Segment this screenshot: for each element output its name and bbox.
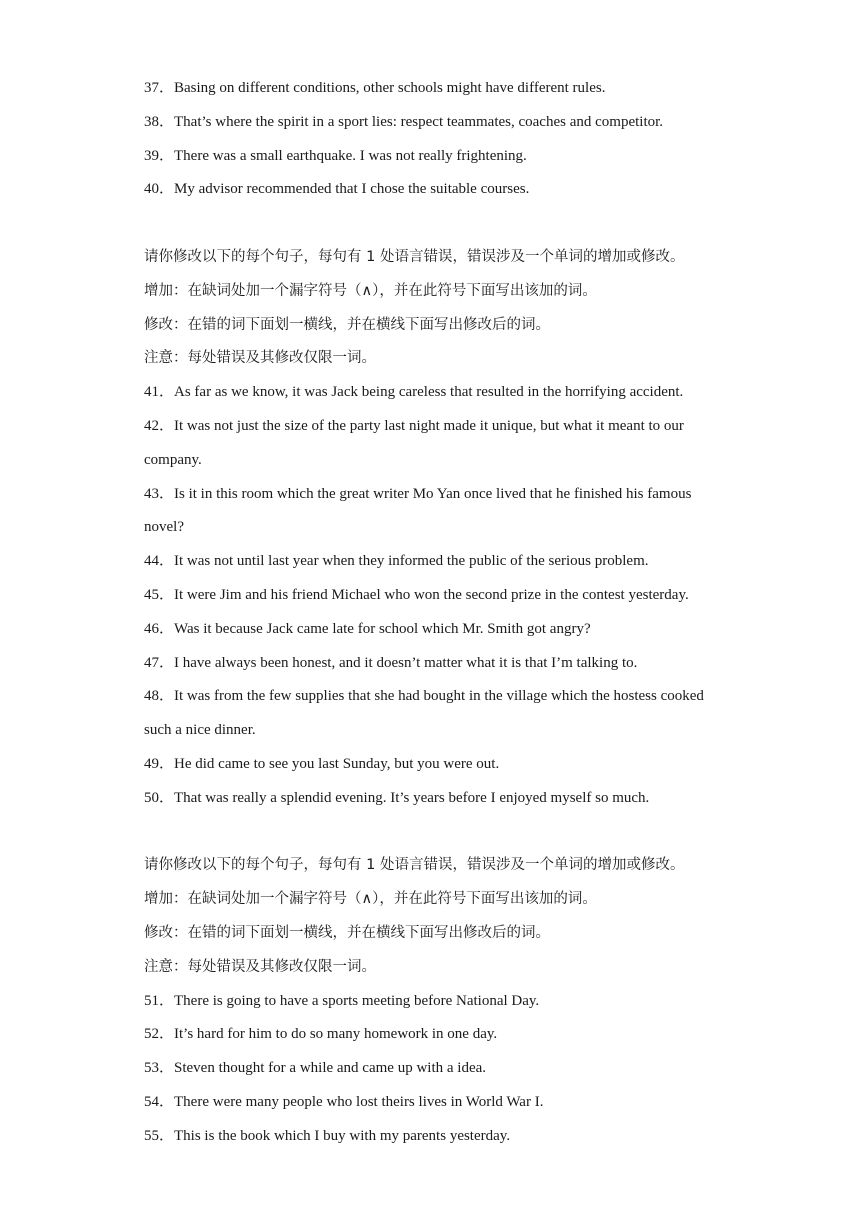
question-number: 47． [144, 654, 175, 671]
question-text: Steven thought for a while and came up with a idea. [174, 1060, 487, 1077]
question-number: 37． [144, 80, 175, 96]
question-number: 48． [144, 688, 175, 705]
instruction-line: 请你修改以下的每个句子，每句有 1 处语言错误，错误涉及一个单词的增加或修改。 [144, 248, 685, 265]
question-text: Is it in this room which the great writer Mo Yan once lived that he finished his famous [174, 485, 692, 502]
question-49 [144, 748, 724, 782]
instruction-line: 增加：在缺词处加一个漏字符号（∧），并在此符号下面写出该加的词。 [144, 282, 597, 299]
question-text: There is going to have a sports meeting before National Day. [174, 992, 540, 1009]
question-text: It was not just the size of the party last night made it unique, but what it meant to our [174, 417, 684, 434]
section-spacer [144, 816, 724, 850]
instruction-line: 修改：在错的词下面划一横线，并在横线下面写出修改后的词。 [144, 316, 550, 333]
question-number: 51． [144, 992, 175, 1009]
question-number: 42． [144, 417, 175, 434]
question-40 [144, 173, 724, 207]
question-number: 52． [144, 1026, 175, 1043]
question-48 [144, 680, 724, 714]
question-53 [144, 1052, 724, 1086]
question-text: It’s hard for him to do so many homework in one day. [174, 1026, 498, 1043]
question-number: 43． [144, 485, 175, 502]
question-text: That was really a splendid evening. It’s years before I enjoyed myself so much. [174, 789, 650, 806]
instruction-line: 注意：每处错误及其修改仅限一词。 [144, 350, 376, 367]
worksheet-content [144, 72, 724, 1154]
question-48-continued: such a nice dinner. [144, 722, 256, 739]
question-54 [144, 1086, 724, 1120]
question-number: 55． [144, 1127, 175, 1144]
question-number: 53． [144, 1060, 175, 1077]
question-number: 50． [144, 789, 175, 806]
section-spacer [144, 207, 724, 241]
question-number: 41． [144, 384, 175, 401]
instruction-line: 修改：在错的词下面划一横线，并在横线下面写出修改后的词。 [144, 924, 550, 941]
question-number: 54． [144, 1093, 175, 1110]
question-50 [144, 782, 724, 816]
question-text: It was from the few supplies that she had bought in the village which the hostess cooked [174, 688, 704, 705]
question-42 [144, 410, 724, 444]
question-text: Basing on different conditions, other schools might have different rules. [174, 80, 606, 96]
question-text: I have always been honest, and it doesn’t matter what it is that I’m talking to. [174, 654, 638, 671]
question-text: As far as we know, it was Jack being careless that resulted in the horrifying accident. [174, 384, 684, 401]
question-number: 44． [144, 553, 175, 570]
question-number: 49． [144, 755, 175, 772]
question-41 [144, 376, 724, 410]
question-42-continued: company. [144, 451, 202, 468]
question-number: 39． [144, 147, 175, 164]
question-text: It were Jim and his friend Michael who won the second prize in the contest yesterday. [174, 586, 689, 603]
question-38 [144, 106, 724, 140]
instruction-line: 注意：每处错误及其修改仅限一词。 [144, 958, 376, 975]
question-text: This is the book which I buy with my parents yesterday. [174, 1127, 511, 1144]
question-47 [144, 647, 724, 681]
question-39 [144, 140, 724, 174]
question-55 [144, 1120, 724, 1154]
question-number: 40． [144, 181, 175, 198]
question-43-continued: novel? [144, 519, 184, 536]
question-45 [144, 579, 724, 613]
question-44 [144, 545, 724, 579]
instruction-line: 请你修改以下的每个句子，每句有 1 处语言错误，错误涉及一个单词的增加或修改。 [144, 857, 685, 874]
question-52 [144, 1018, 724, 1052]
question-number: 45． [144, 586, 175, 603]
question-text: He did came to see you last Sunday, but you were out. [174, 755, 500, 772]
question-text: That’s where the spirit in a sport lies: respect teammates, coaches and competitor. [174, 113, 664, 130]
question-text: My advisor recommended that I chose the suitable courses. [174, 181, 530, 198]
question-text: There were many people who lost theirs lives in World War I. [174, 1093, 544, 1110]
question-text: There was a small earthquake. I was not really frightening. [174, 147, 527, 164]
question-number: 46． [144, 620, 175, 637]
question-text: Was it because Jack came late for school which Mr. Smith got angry? [174, 620, 591, 637]
question-43 [144, 478, 724, 512]
instruction-line: 增加：在缺词处加一个漏字符号（∧），并在此符号下面写出该加的词。 [144, 891, 597, 908]
question-51 [144, 985, 724, 1019]
question-46 [144, 613, 724, 647]
question-37 [144, 72, 724, 106]
question-text: It was not until last year when they informed the public of the serious problem. [174, 553, 649, 570]
question-number: 38． [144, 113, 175, 130]
